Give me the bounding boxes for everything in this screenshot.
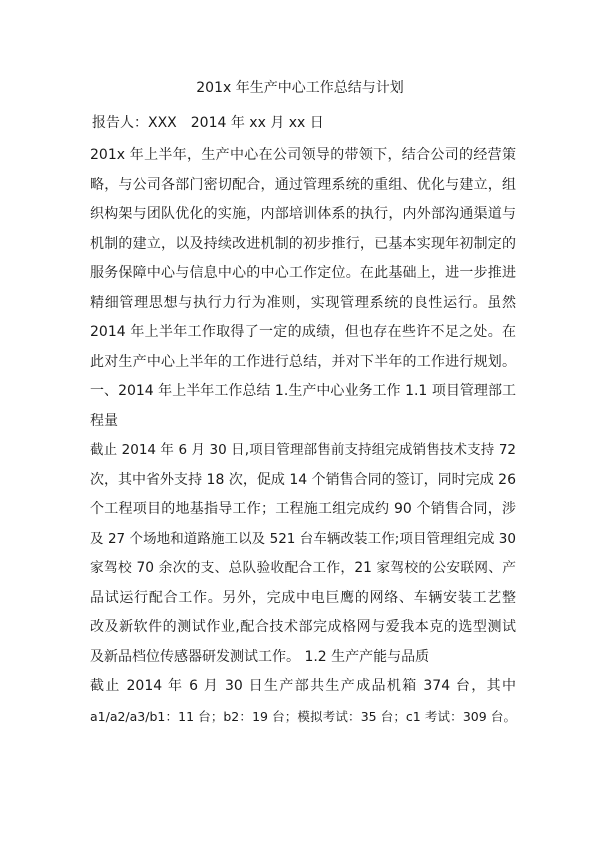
text-line: 截止 2014 年 6 月 30 日,项目管理部售前支持组完成销售技术支持 72: [90, 442, 516, 458]
text-line: 机制的建立，以及持续改进机制的初步推行，已基本实现年初制定的: [90, 235, 516, 252]
text-line: 家驾校 70 余次的支、总队验收配合工作，21 家驾校的公安联网、产: [90, 560, 516, 576]
reporter-line: 报告人：XXX 2014 年 xx 月 xx 日: [92, 115, 324, 131]
text-line: 改及新软件的测试作业,配合技术部完成格网与爱我本克的选型测试: [90, 619, 516, 635]
text-line: 略，与公司各部门密切配合，通过管理系统的重组、优化与建立，组: [90, 176, 516, 193]
text-line: 2014 年上半年工作取得了一定的成绩，但也存在些许不足之处。在: [90, 324, 516, 340]
text-line: 服务保障中心与信息中心的中心工作定位。在此基础上，进一步推进: [90, 265, 516, 281]
paragraph-production: [90, 672, 516, 731]
text-line: 个工程项目的地基指导工作；工程施工组完成约 90 个销售合同，涉: [90, 501, 516, 517]
text-line: 程量: [90, 412, 118, 429]
text-line: a1/a2/a3/b1：11 台；b2：19 台；模拟考试：35 台；c1 考试：309 台。: [90, 708, 516, 724]
text-line: 次，其中省外支持 18 次，促成 14 个销售合同的签订，同时完成 26: [90, 471, 516, 488]
text-line: 品试运行配合工作。另外，完成中电巨鹰的网络、车辆安装工艺整: [90, 589, 516, 606]
text-line: 及新品档位传感器研发测试工作。 1.2 生产产能与品质: [90, 648, 430, 665]
paragraph-intro: [90, 141, 516, 377]
text-line: 截止 2014 年 6 月 30 日生产部共生产成品机箱 374 台，其中: [90, 678, 516, 694]
text-line: 此对生产中心上半年的工作进行总结，并对下半年的工作进行规划。: [90, 353, 516, 370]
text-line: 精细管理思想与执行力行为准则，实现管理系统的良性运行。虽然: [90, 294, 516, 311]
document-title: 201x 年生产中心工作总结与计划: [196, 80, 404, 96]
text-line: 一、2014 年上半年工作总结 1.生产中心业务工作 1.1 项目管理部工: [90, 383, 516, 399]
text-line: 201x 年上半年，生产中心在公司领导的带领下，结合公司的经营策: [90, 147, 516, 163]
document-body: [90, 141, 516, 731]
text-line: 织构架与团队优化的实施，内部培训体系的执行，内外部沟通渠道与: [90, 206, 516, 222]
paragraph-project-management: [90, 436, 516, 672]
paragraph-section-heading: [90, 377, 516, 436]
text-line: 及 27 个场地和道路施工以及 521 台车辆改装工作;项目管理组完成 30: [90, 530, 516, 547]
